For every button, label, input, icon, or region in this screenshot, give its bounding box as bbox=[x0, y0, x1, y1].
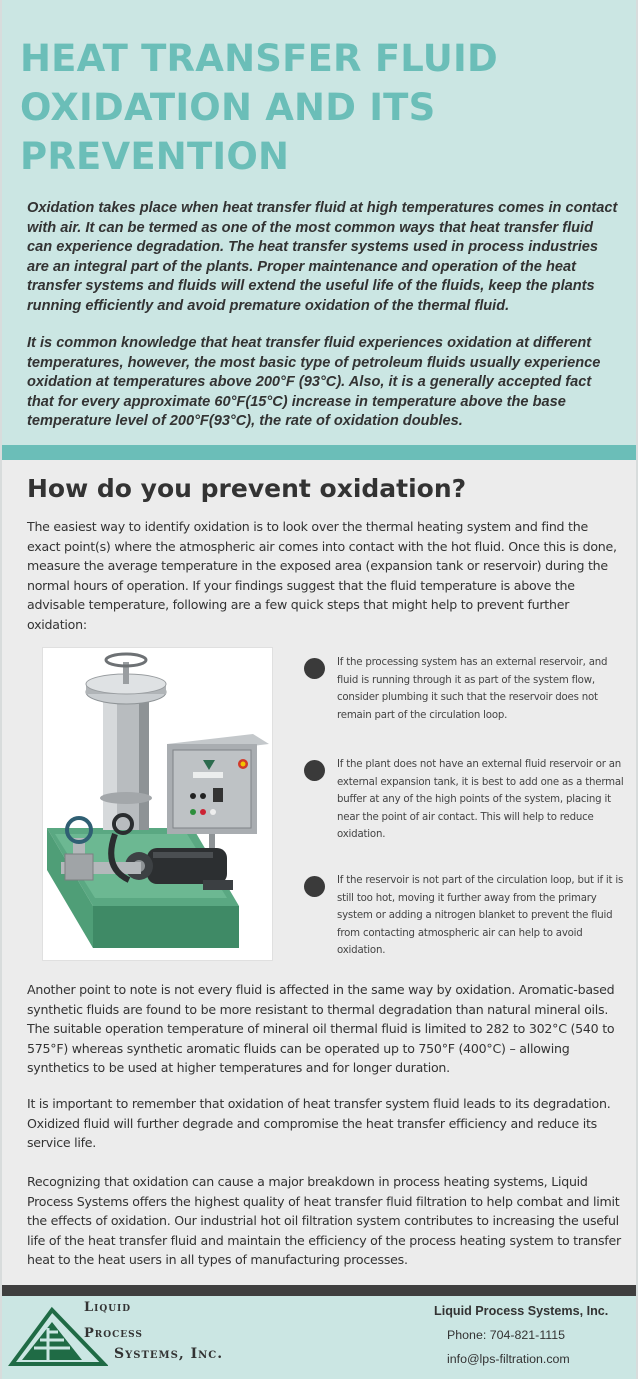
paragraph-degradation: It is important to remember that oxidation of heat transfer system fluid leads to its degradation. Oxidized fluid will further degrade and compromise the heat transfer efficiency and reduce its service life. bbox=[27, 1096, 611, 1150]
bullet-text: If the reservoir is not part of the circulation loop, but if it is still too hot, moving it further away from the primary system or adding a nitrogen blanket to prevent the fluid from contacting atmospheric air can help to avoid oxidation. bbox=[337, 875, 624, 957]
paragraph-fluids: Another point to note is not every fluid is affected in the same way by oxidation. Aromatic-based synthetic fluids are found to be more resistant to thermal degradation than natural mineral oils. The suitable operation temperature of mineral oil thermal fluid is limited to 282 to 302°C (540 to 575°F) whereas synthetic aromatic fluids can be operated up to 750°F (400°C) – allowing synthetics to be used at higher temperatures and for longer duration. bbox=[27, 982, 615, 1075]
intro-paragraph-1: Oxidation takes place when heat transfer fluid at high temperatures comes in contact with air. It can be termed as one of the most common ways that heat transfer fluid can experience degradation. The heat transfer systems used in process industries are an integral part of the plants. Proper maintenance and operation of the heat transfer systems and fluids will extend the useful life of the fluids, keep the plants running efficiently and avoid premature oxidation of the thermal fluid. bbox=[27, 200, 618, 314]
hot-oil-filtration-system-image bbox=[43, 648, 272, 960]
logo-text-process: Process bbox=[84, 1326, 143, 1341]
logo-text-liquid: Liquid bbox=[84, 1300, 132, 1315]
main-section bbox=[2, 460, 636, 1285]
company-name: Liquid Process Systems, Inc. bbox=[434, 1304, 609, 1318]
paragraph-identify: The easiest way to identify oxidation is to look over the thermal heating system and find the exact point(s) where the atmospheric air comes into contact with the hot fluid. Once this is done, measure the average temperature in the exposed area (expansion tank or reservoir) during the normal hours of operation. If your findings suggest that the fluid temperature is above the advisable temperature, following are a few quick steps that might help to prevent further oxidation: bbox=[27, 519, 617, 632]
bullet-dot-icon bbox=[304, 760, 325, 781]
bullet-dot-icon bbox=[304, 876, 325, 897]
company-email: info@lps-filtration.com bbox=[447, 1352, 570, 1366]
product-image bbox=[42, 647, 273, 961]
intro-paragraph-2: It is common knowledge that heat transfer fluid experiences oxidation at different temperatures, however, the most basic type of petroleum fluids usually experience oxidation at temperatures above 200°F (93°C). Also, it is a generally accepted fact that for every approximate 60°F(15°C) increase in temperature above the base temperature level of 200°F(93°C), the rate of oxidation doubles. bbox=[27, 335, 601, 430]
bullet-dot-icon bbox=[304, 658, 325, 679]
page-title bbox=[20, 34, 620, 181]
dark-divider bbox=[2, 1285, 636, 1296]
logo-text-systems: Systems, Inc. bbox=[114, 1346, 224, 1362]
header-section bbox=[2, 0, 636, 445]
paragraph-filtration: Recognizing that oxidation can cause a major breakdown in process heating systems, Liquid Process Systems offers the highest quality of heat transfer fluid filtration to help combat and limit the effects of oxidation. Our industrial hot oil filtration system contributes to increasing the useful life of the heat transfer fluid and maintain the efficiency of the process heating system to transfer heat to the heat users in all types of manufacturing processes. bbox=[27, 1174, 621, 1267]
teal-divider bbox=[2, 445, 636, 460]
title-line-3: PREVENTION bbox=[20, 135, 290, 178]
section-title: How do you prevent oxidation? bbox=[27, 474, 467, 503]
footer bbox=[2, 1296, 636, 1379]
title-line-1: HEAT TRANSFER FLUID bbox=[20, 37, 498, 80]
bullet-text: If the processing system has an external reservoir, and fluid is running through it as part of the system flow, consider plumbing it such that the reservoir does not remain part of the circulation loop. bbox=[337, 657, 608, 721]
bullet-text: If the plant does not have an external fluid reservoir or an external expansion tank, it is best to add one as a thermal buffer at any of the high points of the system, placing it near the point of air contact. This will help to reduce oxidation. bbox=[337, 759, 624, 841]
title-line-2: OXIDATION AND ITS bbox=[20, 86, 436, 129]
company-phone: Phone: 704-821-1115 bbox=[447, 1328, 566, 1342]
